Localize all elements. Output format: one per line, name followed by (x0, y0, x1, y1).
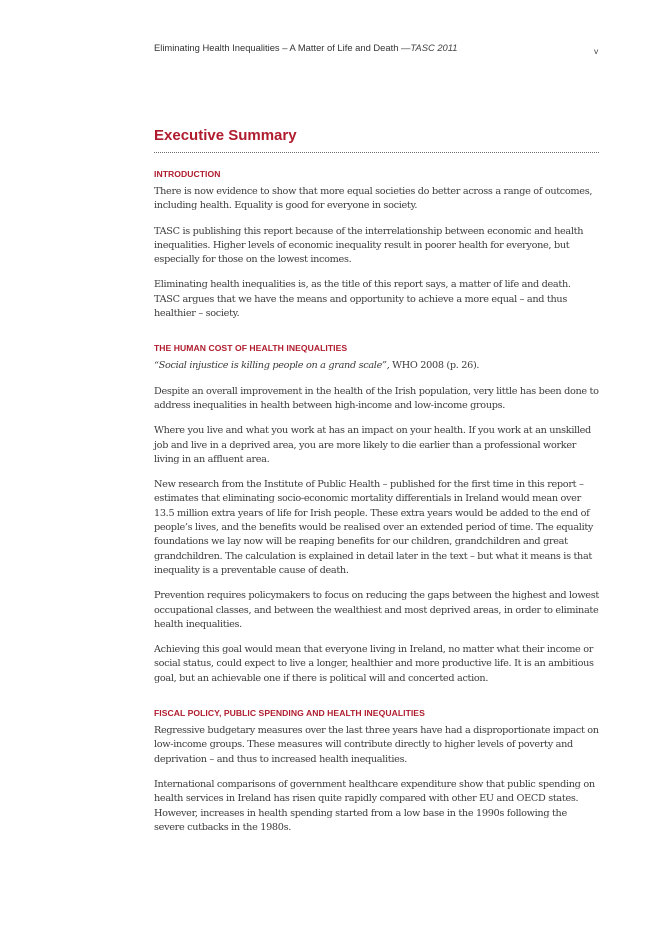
section-heading: THE HUMAN COST OF HEALTH INEQUALITIES (154, 343, 348, 354)
section-human-cost (154, 343, 599, 686)
running-header (154, 42, 457, 53)
running-header-title: Eliminating Health Inequalities – A Matter of Life and Death (154, 42, 399, 53)
paragraph: TASC is publishing this report because of the interrelationship between economic and health inequalities. Higher levels of economic inequality result in poorer health for everyone, but especially for those on the lowest incomes. (154, 225, 584, 266)
section-heading: FISCAL POLICY, PUBLIC SPENDING AND HEALTH INEQUALITIES (154, 708, 425, 719)
section-introduction (154, 169, 599, 321)
paragraph: International comparisons of government healthcare expenditure show that public spending on health services in Ireland has risen quite rapidly compared with other EU and OECD states. However, increases in health spending started from a low base in the 1990s following the severe cutbacks in the 1980s. (154, 778, 595, 833)
paragraph: There is now evidence to show that more equal societies do better across a range of outcomes, including health. Equality is good for everyone in society. (154, 186, 593, 212)
section-fiscal-policy (154, 708, 599, 835)
paragraph: Prevention requires policymakers to focus on reducing the gaps between the highest and lowest occupational classes, and between the wealthiest and most deprived areas, in order to eliminate health inequalities. (154, 590, 599, 630)
page-number: v (594, 46, 599, 56)
quote-text: “Social injustice is killing people on a grand scale”, (154, 360, 390, 372)
quote-paragraph (154, 359, 599, 373)
page-title: Executive Summary (154, 127, 599, 153)
paragraph: Regressive budgetary measures over the last three years have had a disproportionate impact on low-income groups. These measures will contribute directly to higher levels of poverty and deprivation – and thus to increased health inequalities. (154, 725, 599, 765)
main-content (154, 127, 599, 846)
paragraph: Achieving this goal would mean that everyone living in Ireland, no matter what their income or social status, could expect to live a longer, healthier and more productive life. It is an ambitious goal, but an achievable one if there is political will and concerted action. (154, 644, 594, 684)
paragraph: Eliminating health inequalities is, as the title of this report says, a matter of life and death. TASC argues that we have the means and opportunity to achieve a more equal – and thus healthier – society. (154, 279, 571, 320)
paragraph: Where you live and what you work at has an impact on your health. If you work at an unskilled job and live in a deprived area, you are more likely to die earlier than a professional worker living in an affluent area. (154, 425, 591, 465)
section-heading: INTRODUCTION (154, 169, 221, 179)
quote-source: WHO 2008 (p. 26). (389, 360, 480, 372)
paragraph: Despite an overall improvement in the health of the Irish population, very little has been done to address inequalities in health between high-income and low-income groups. (154, 385, 599, 411)
running-header-subtitle: —TASC 2011 (401, 42, 458, 53)
paragraph: New research from the Institute of Public Health – published for the first time in this report – estimates that eliminating socio-economic mortality differentials in Ireland would mean over 13.5 million extra years of life for Irish people. These extra years would be added to the end of people’s lives, and the benefits would be realised over an extended period of time. The equality foundations we lay now will be reaping benefits for our children, grandchildren and great grandchildren. The calculation is explained in detail later in the text – but what it means is that inequality is a preventable cause of death. (154, 479, 594, 576)
